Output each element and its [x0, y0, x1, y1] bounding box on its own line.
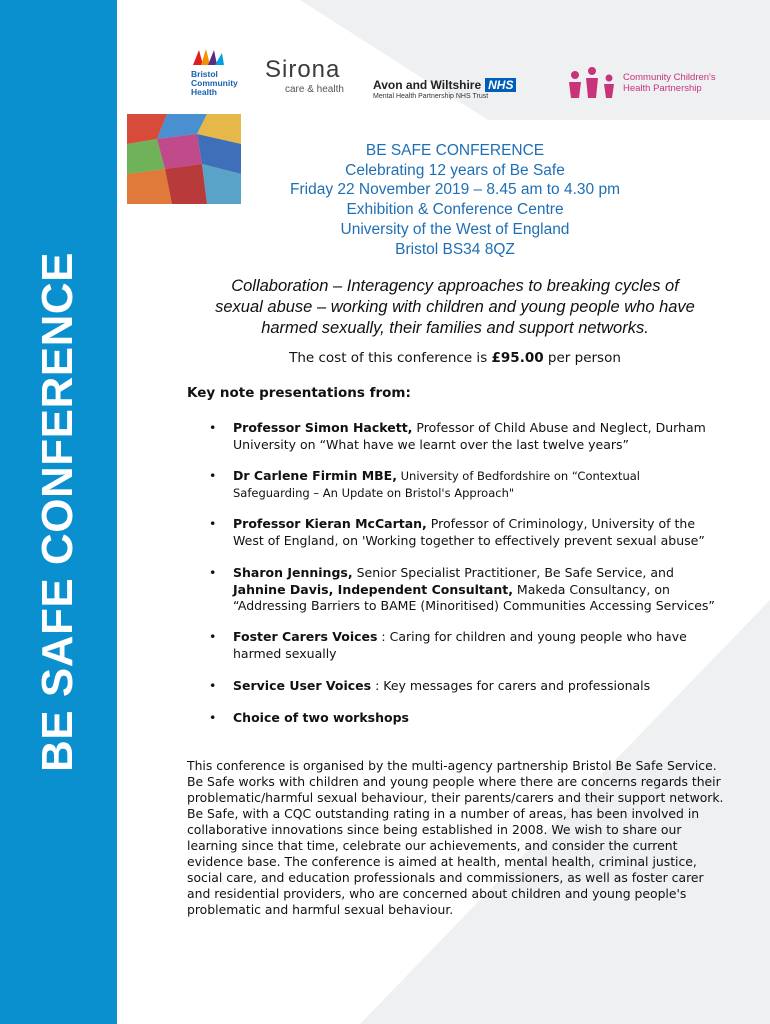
conference-subtitle [185, 276, 725, 339]
speaker-detail: : Caring for children and young people who have [377, 629, 687, 644]
sirona-name: Sirona [265, 56, 341, 83]
header-date: Friday 22 November 2019 – 8.45 am to 4.30 pm [290, 181, 620, 199]
subtitle-line: Collaboration – Interagency approaches to breaking cycles of [231, 277, 679, 295]
nhs-badge: NHS [485, 78, 516, 92]
speaker-name: Professor Simon Hackett, [233, 420, 413, 435]
speaker-detail: Senior Specialist Practitioner, Be Safe Service, and [352, 565, 674, 580]
cost-prefix: The cost of this conference is [289, 350, 492, 366]
cost-line [185, 350, 725, 366]
speaker-detail: “Addressing Barriers to BAME (Minoritised) Communities Accessing Services” [233, 598, 715, 613]
speaker-detail: harmed sexually [233, 645, 337, 661]
description-paragraph: This conference is organised by the multi-agency partnership Bristol Be Safe Service. Be Safe works with children and young people where there are concerns regards their problematic/harmful sexual behaviour, their parents/carers and their support network. Be Safe, with a CQC outstanding rating in a number of areas, has been involved in collaborative innovations since being established in 2008. We wish to share our learning since that time, celebrate our achievements, and consider the current evidence base. The conference is aimed at health, mental health, criminal justice, social care, and education professionals and commissioners, as well as foster carer and residential providers, who are concerned about children and young people's problematic and harmful sexual behaviour. [187, 758, 724, 917]
conference-header [185, 141, 725, 259]
speaker-name: Sharon Jennings, [233, 565, 353, 580]
family-icon [565, 66, 619, 100]
bch-line: Health [191, 87, 217, 97]
keynote-item [187, 516, 753, 549]
speaker-detail: Makeda Consultancy, on [512, 581, 670, 597]
speaker-detail: Safeguarding – An Update on Bristol's Approach" [233, 485, 515, 500]
speaker-name: Foster Carers Voices [233, 629, 378, 644]
bristol-community-health-logo [191, 48, 261, 103]
keynote-item [187, 565, 753, 615]
header-title: BE SAFE CONFERENCE [365, 142, 545, 159]
keynote-item [187, 468, 753, 501]
sirona-logo [265, 56, 365, 104]
sirona-tagline: care & health [285, 84, 344, 95]
bullet-icon: • [209, 565, 217, 580]
speaker-name: Service User Voices [233, 678, 372, 693]
header-venue: Exhibition & Conference Centre [346, 201, 564, 219]
keynote-heading: Key note presentations from: [187, 385, 411, 401]
sidebar-title: BE SAFE CONFERENCE [33, 252, 82, 772]
cost-amount: £95.00 [491, 350, 544, 366]
awp-subtitle: Mental Health Partnership NHS Trust [373, 93, 489, 100]
subtitle-line: harmed sexually, their families and support networks. [261, 319, 649, 337]
header-celebrating: Celebrating 12 years of Be Safe [345, 161, 565, 179]
header-university: University of the West of England [340, 220, 570, 238]
speaker-detail: Professor of Criminology, University of the [426, 516, 696, 531]
bch-fan-icon [191, 48, 225, 66]
awp-name: Avon and Wiltshire [373, 78, 482, 92]
partner-logos [185, 48, 755, 108]
bullet-icon: • [209, 678, 217, 693]
bullet-icon: • [209, 710, 217, 725]
bullet-icon: • [209, 629, 217, 644]
sidebar [0, 0, 117, 1024]
cchp-line: Community Children's [623, 72, 716, 83]
keynote-item [187, 678, 753, 695]
speaker-name: Choice of two workshops [233, 710, 409, 725]
speaker-detail: Professor of Child Abuse and Neglect, Durham [412, 420, 706, 435]
speaker-name: Dr Carlene Firmin MBE, [233, 468, 397, 483]
speaker-detail: University on “What have we learnt over the last twelve years” [233, 436, 630, 452]
bullet-icon: • [209, 468, 217, 483]
cchp-line: Health Partnership [623, 83, 702, 94]
speaker-detail: West of England, on 'Working together to effectively prevent sexual abuse” [233, 532, 705, 548]
bullet-icon: • [209, 420, 217, 435]
keynote-item [187, 710, 753, 727]
header-postcode: Bristol BS34 8QZ [395, 240, 515, 258]
speaker-name: Jahnine Davis, Independent Consultant, [233, 581, 513, 597]
subtitle-line: sexual abuse – working with children and young people who have [215, 298, 695, 316]
keynote-item [187, 420, 753, 453]
keynote-item [187, 629, 753, 662]
bch-line: Bristol [191, 69, 218, 79]
speaker-detail: University of Bedfordshire on “Contextual [396, 469, 640, 483]
speaker-detail: : Key messages for carers and professionals [371, 678, 651, 693]
bullet-icon: • [209, 516, 217, 531]
cost-suffix: per person [543, 350, 621, 366]
speaker-name: Professor Kieran McCartan, [233, 516, 427, 531]
bch-line: Community [191, 78, 238, 88]
awp-nhs-logo [373, 74, 553, 104]
cchp-logo [565, 66, 755, 106]
